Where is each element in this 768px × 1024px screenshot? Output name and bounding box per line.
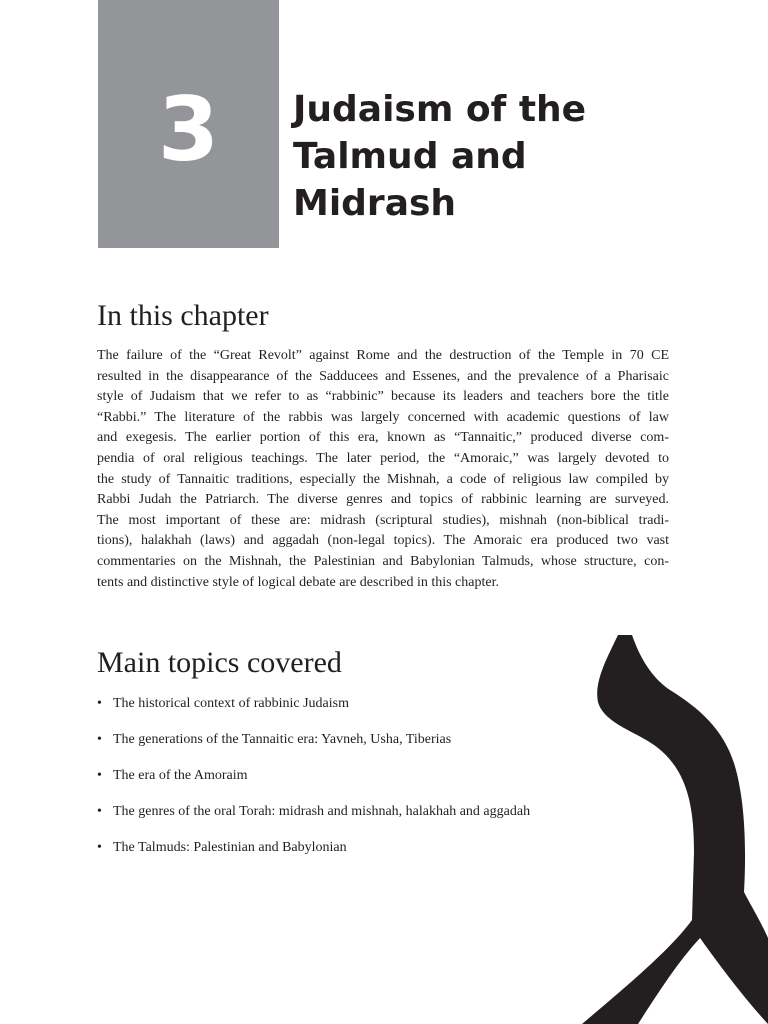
- topic-text: The generations of the Tannaitic era: Yavneh, Usha, Tiberias: [113, 732, 452, 747]
- chapter-number-block: [98, 0, 279, 248]
- topic-item: [97, 837, 537, 858]
- topic-text: The historical context of rabbinic Judaism: [113, 696, 349, 711]
- summary-line: Rabbi Judah the Patriarch. The diverse genres and topics of rabbinic learning are surveyed.: [97, 492, 669, 508]
- hebrew-letter-gimel-icon: [560, 620, 768, 1024]
- bullet-icon: •: [97, 804, 102, 819]
- bullet-icon: •: [97, 768, 102, 783]
- summary-line: resulted in the disappearance of the Sadducees and Essenes, and the prevalence of a Pharisaic: [97, 368, 669, 384]
- gimel-shape: [582, 635, 768, 1024]
- summary-line: The most important of these are: midrash (scriptural studies), mishnah (non-biblical tradi-: [97, 512, 669, 528]
- summary-line: the study of Tannaitic traditions, especially the Mishnah, a code of religious law compiled by: [97, 471, 669, 487]
- summary-line: and exegesis. The earlier portion of this era, known as “Tannaitic,” produced diverse com-: [97, 430, 669, 446]
- chapter-summary: [97, 346, 669, 593]
- topic-text: The genres of the oral Torah: midrash and mishnah, halakhah and aggadah: [113, 804, 531, 819]
- summary-line: style of Judaism that we refer to as “rabbinic” because its leaders and teachers bore the title: [97, 389, 669, 405]
- summary-line: tents and distinctive style of logical debate are described in this chapter.: [97, 574, 499, 590]
- summary-line: tions), halakhah (laws) and aggadah (non-legal topics). The Amoraic era produced two vast: [97, 533, 669, 549]
- summary-line: commentaries on the Mishnah, the Palestinian and Babylonian Talmuds, whose structure, con-: [97, 553, 669, 569]
- chapter-number: 3: [157, 78, 220, 181]
- topic-item: [97, 765, 537, 786]
- topic-text: The Talmuds: Palestinian and Babylonian: [113, 840, 347, 855]
- in-this-chapter-heading: In this chapter: [97, 299, 269, 332]
- topic-text: The era of the Amoraim: [113, 768, 248, 783]
- summary-line: “Rabbi.” The literature of the rabbis was largely concerned with academic questions of law: [97, 409, 669, 425]
- summary-line: The failure of the “Great Revolt” against Rome and the destruction of the Temple in 70 CE: [97, 348, 669, 363]
- bullet-icon: •: [97, 696, 102, 711]
- main-topics-list: [97, 693, 537, 873]
- bullet-icon: •: [97, 840, 102, 855]
- topic-item: [97, 693, 537, 714]
- main-topics-heading: Main topics covered: [97, 646, 342, 679]
- topic-item: [97, 801, 537, 822]
- topic-item: [97, 729, 537, 750]
- chapter-title: Judaism of the Talmud and Midrash: [293, 89, 587, 224]
- bullet-icon: •: [97, 732, 102, 747]
- summary-line: pendia of oral religious teachings. The later period, the “Amoraic,” was largely devoted to: [97, 450, 669, 466]
